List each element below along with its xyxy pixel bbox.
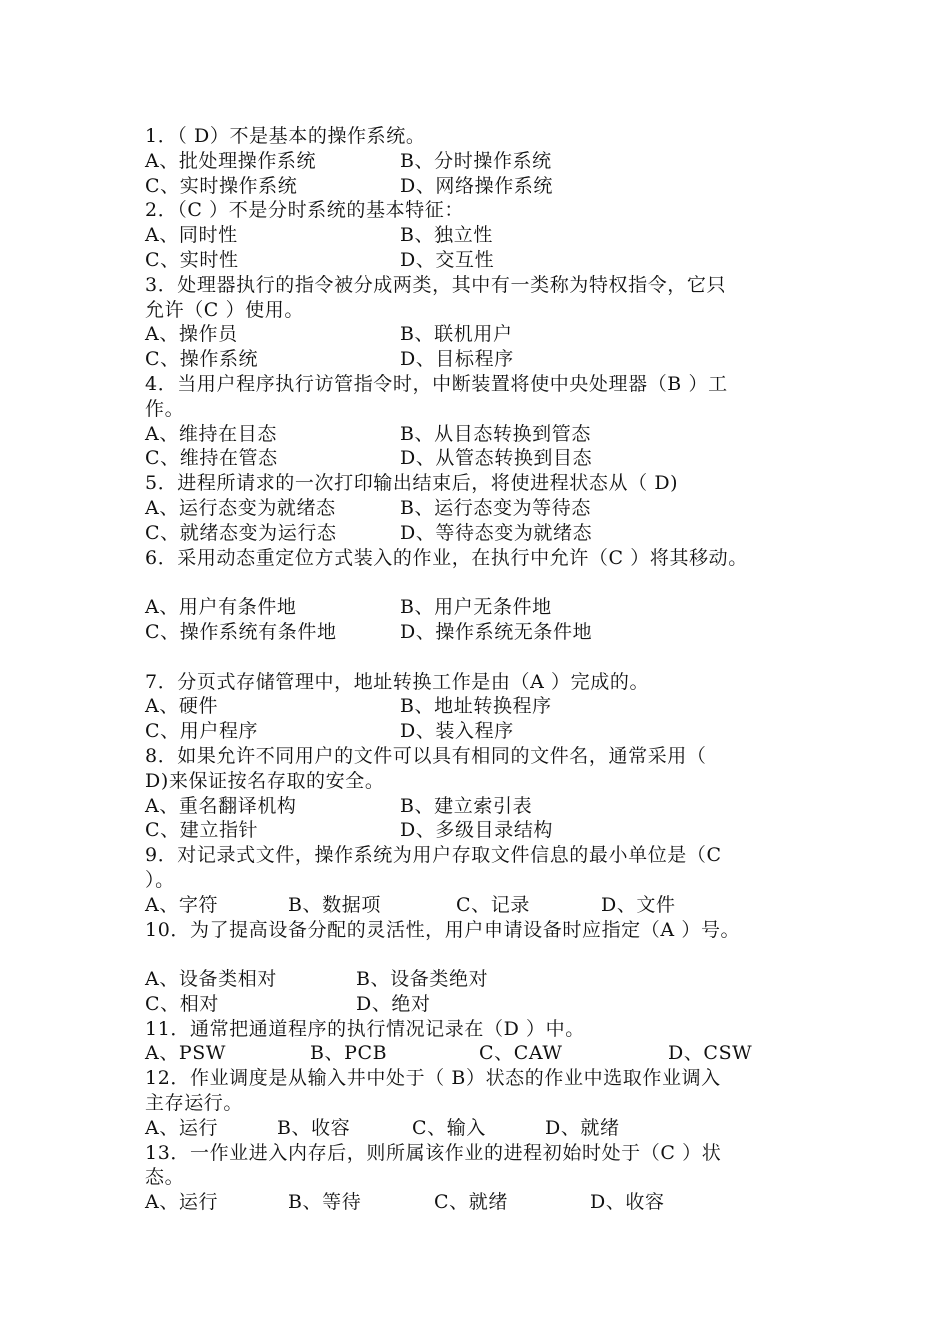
question-list [145, 124, 835, 1215]
option-c: C、就绪 [434, 1191, 508, 1214]
option-row [145, 149, 835, 174]
option-b: B、联机用户 [400, 323, 513, 346]
option-row [145, 446, 835, 471]
option-row [145, 1116, 835, 1141]
option-a: A、设备类相对 [145, 968, 277, 991]
question-stem: 4．当用户程序执行访管指令时，中断装置将使中央处理器（B ）工 [145, 372, 728, 395]
question-stem: 12．作业调度是从输入井中处于（ B）状态的作业中选取作业调入 [145, 1067, 721, 1090]
option-d: D、多级目录结构 [400, 819, 554, 842]
option-row [145, 422, 835, 447]
option-row [145, 174, 835, 199]
option-a: A、用户有条件地 [145, 596, 297, 619]
option-c: C、输入 [412, 1116, 486, 1139]
option-row [145, 1190, 835, 1215]
blank-line [145, 570, 835, 595]
option-c: C、实时操作系统 [145, 174, 298, 197]
option-a: A、字符 [145, 893, 219, 916]
blank-line [145, 942, 835, 967]
option-d: D、从管态转换到目态 [400, 447, 593, 470]
option-row [145, 595, 835, 620]
question-stem-continued: 态。 [145, 1166, 185, 1189]
option-row [145, 248, 835, 273]
option-a: A、重名翻译机构 [145, 794, 297, 817]
option-c: C、记录 [456, 893, 530, 916]
question-stem: 1．（ D）不是基本的操作系统。 [145, 125, 426, 147]
option-row [145, 347, 835, 372]
question-stem: 6．采用动态重定位方式装入的作业，在执行中允许（C ）将其移动。 [145, 546, 748, 569]
option-d: D、操作系统无条件地 [400, 620, 593, 643]
option-a: A、运行 [145, 1191, 219, 1214]
option-c: C、用户程序 [145, 720, 259, 743]
option-row [145, 521, 835, 546]
option-a: A、同时性 [145, 224, 238, 247]
option-row [145, 223, 835, 248]
question-stem: 9．对记录式文件，操作系统为用户存取文件信息的最小单位是（C [145, 844, 722, 867]
option-b: B、建立索引表 [400, 794, 533, 817]
option-row [145, 694, 835, 719]
option-b: B、设备类绝对 [356, 968, 489, 991]
option-c: C、操作系统有条件地 [145, 620, 337, 643]
option-b: B、从目态转换到管态 [400, 422, 591, 445]
option-a: A、硬件 [145, 695, 219, 718]
option-d: D、装入程序 [400, 720, 514, 743]
question-stem-continued: D)来保证按名存取的安全。 [145, 769, 385, 792]
option-b: B、等待 [288, 1191, 362, 1214]
option-row [145, 893, 835, 918]
option-d: D、就绪 [545, 1116, 620, 1139]
question-stem: 3．处理器执行的指令被分成两类，其中有一类称为特权指令，它只 [145, 273, 727, 296]
option-b: B、地址转换程序 [400, 695, 552, 718]
question-stem: 11．通常把通道程序的执行情况记录在（D ）中。 [145, 1017, 585, 1040]
option-c: C、CAW [479, 1042, 563, 1065]
option-row [145, 1041, 835, 1066]
question-stem: 5．进程所请求的一次打印输出结束后，将使进程状态从（ D) [145, 472, 679, 495]
option-b: B、运行态变为等待态 [400, 496, 591, 519]
option-d: D、等待态变为就绪态 [400, 521, 593, 544]
option-b: B、PCB [310, 1042, 388, 1065]
option-row [145, 322, 835, 347]
blank-line [145, 645, 835, 670]
option-d: D、目标程序 [400, 348, 514, 371]
option-row [145, 719, 835, 744]
option-row [145, 818, 835, 843]
option-c: C、就绪态变为运行态 [145, 521, 337, 544]
option-b: B、数据项 [288, 893, 381, 916]
option-d: D、交互性 [400, 248, 495, 271]
option-b: B、收容 [277, 1116, 351, 1139]
question-stem-continued: 主存运行。 [145, 1092, 244, 1115]
option-b: B、分时操作系统 [400, 149, 552, 172]
option-a: A、运行态变为就绪态 [145, 496, 336, 519]
option-d: D、CSW [668, 1042, 753, 1065]
option-a: A、运行 [145, 1116, 219, 1139]
option-a: A、操作员 [145, 323, 238, 346]
question-stem-continued: 作。 [145, 397, 185, 420]
question-stem-continued: ）。 [145, 868, 175, 891]
question-stem: 2．（C ）不是分时系统的基本特征： [145, 199, 464, 222]
question-stem: 13．一作业进入内存后，则所属该作业的进程初始时处于（C ）状 [145, 1141, 722, 1164]
question-stem: 10．为了提高设备分配的灵活性，用户申请设备时应指定（A ）号。 [145, 918, 741, 941]
option-d: D、文件 [601, 893, 676, 916]
question-stem-continued: 允许（C ）使用。 [145, 298, 304, 321]
option-row [145, 496, 835, 521]
option-row [145, 620, 835, 645]
option-row [145, 794, 835, 819]
option-c: C、建立指针 [145, 819, 259, 842]
question-stem: 8．如果允许不同用户的文件可以具有相同的文件名，通常采用（ [145, 744, 707, 767]
option-a: A、PSW [145, 1042, 227, 1065]
option-c: C、相对 [145, 992, 219, 1015]
option-row [145, 967, 835, 992]
option-c: C、实时性 [145, 248, 239, 271]
option-a: A、批处理操作系统 [145, 149, 317, 172]
option-d: D、收容 [590, 1191, 665, 1214]
question-stem: 7．分页式存储管理中，地址转换工作是由（A ）完成的。 [145, 670, 650, 693]
option-b: B、独立性 [400, 224, 493, 247]
option-c: C、维持在管态 [145, 447, 278, 470]
option-d: D、绝对 [356, 992, 431, 1015]
option-row [145, 992, 835, 1017]
option-b: B、用户无条件地 [400, 596, 552, 619]
option-c: C、操作系统 [145, 348, 259, 371]
option-a: A、维持在目态 [145, 422, 277, 445]
option-d: D、网络操作系统 [400, 174, 554, 197]
